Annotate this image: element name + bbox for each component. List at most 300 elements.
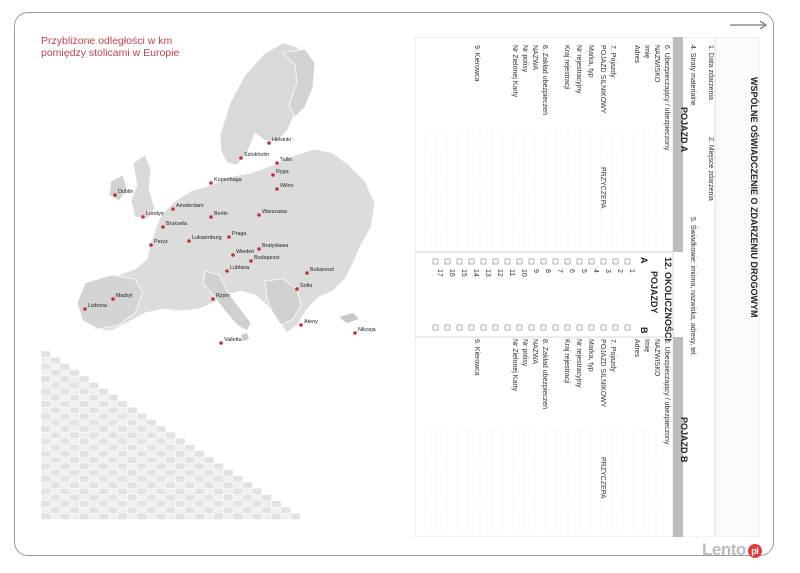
field-insured-b: 6. Ubezpieczający / ubezpieczony bbox=[663, 339, 670, 445]
matrix-cell bbox=[89, 488, 99, 494]
city-dot bbox=[161, 225, 165, 229]
matrix-cell bbox=[60, 376, 70, 382]
matrix-cell bbox=[41, 407, 51, 413]
matrix-cell bbox=[89, 501, 99, 507]
matrix-cell bbox=[147, 463, 157, 469]
matrix-cell bbox=[79, 432, 89, 438]
matrix-cell bbox=[175, 495, 185, 501]
matrix-cell bbox=[79, 376, 89, 382]
matrix-cell bbox=[41, 351, 51, 357]
field-make-b: Marka, typ bbox=[587, 339, 594, 372]
matrix-cell bbox=[70, 451, 80, 457]
matrix-cell bbox=[195, 457, 205, 463]
matrix-cell bbox=[127, 407, 137, 413]
matrix-cell bbox=[108, 451, 118, 457]
circumstance-checkbox[interactable] bbox=[469, 325, 474, 330]
circumstance-number: 2 bbox=[616, 269, 623, 273]
field-name-b: NAZWISKO bbox=[653, 339, 660, 377]
circumstance-checkbox[interactable] bbox=[577, 259, 582, 264]
matrix-cell bbox=[60, 413, 70, 419]
city-label: Ateny bbox=[304, 319, 318, 325]
matrix-cell bbox=[70, 376, 80, 382]
matrix-cell bbox=[137, 432, 147, 438]
matrix-cell bbox=[60, 501, 70, 507]
matrix-cell bbox=[118, 426, 128, 432]
matrix-cell bbox=[204, 476, 214, 482]
matrix-cell bbox=[127, 463, 137, 469]
matrix-cell bbox=[214, 507, 224, 513]
circumstance-checkbox[interactable] bbox=[625, 259, 630, 264]
matrix-cell bbox=[137, 457, 147, 463]
watermark-badge: pl bbox=[748, 544, 762, 558]
field-driver-a: 9. Kierowca bbox=[473, 45, 480, 82]
matrix-cell bbox=[156, 482, 166, 488]
matrix-cell bbox=[89, 438, 99, 444]
matrix-cell bbox=[108, 413, 118, 419]
matrix-cell bbox=[118, 413, 128, 419]
matrix-cell bbox=[89, 395, 99, 401]
accident-form bbox=[415, 37, 760, 537]
matrix-cell bbox=[89, 420, 99, 426]
field-greencard-a: Nr Zielonej Karty bbox=[511, 45, 518, 98]
circumstance-number: 1 bbox=[628, 269, 635, 273]
field-country-b: Kraj rejestracji bbox=[563, 339, 570, 384]
circumstance-number: 3 bbox=[604, 269, 611, 273]
matrix-cell bbox=[99, 420, 109, 426]
matrix-cell bbox=[70, 395, 80, 401]
city-label: Dublin bbox=[118, 189, 134, 195]
matrix-cell bbox=[60, 401, 70, 407]
circumstance-checkbox[interactable] bbox=[457, 325, 462, 330]
circumstance-checkbox[interactable] bbox=[601, 325, 606, 330]
matrix-cell bbox=[118, 513, 128, 519]
field-witnesses: 5. Świadkowie: imiona, nazwiska, adresy, tel. bbox=[689, 217, 696, 357]
matrix-cell bbox=[185, 501, 195, 507]
matrix-cell bbox=[243, 501, 253, 507]
circumstance-number: 17 bbox=[436, 269, 443, 277]
matrix-cell bbox=[99, 495, 109, 501]
matrix-cell bbox=[41, 470, 51, 476]
circumstance-number: 9 bbox=[532, 269, 539, 273]
matrix-cell bbox=[89, 476, 99, 482]
circumstance-checkbox[interactable] bbox=[517, 259, 522, 264]
matrix-cell bbox=[108, 470, 118, 476]
matrix-cell bbox=[70, 382, 80, 388]
city-label: Madryt bbox=[116, 293, 133, 299]
matrix-cell bbox=[127, 470, 137, 476]
matrix-cell bbox=[166, 457, 176, 463]
matrix-cell bbox=[41, 395, 51, 401]
circumstance-checkbox[interactable] bbox=[565, 259, 570, 264]
field-firstname-b: Imię bbox=[643, 339, 650, 353]
field-insurer-b: 8. Zakład ubezpieczeń bbox=[541, 339, 548, 410]
matrix-cell bbox=[108, 457, 118, 463]
matrix-cell bbox=[89, 507, 99, 513]
city-dot bbox=[209, 181, 213, 185]
arrow-right-icon bbox=[730, 18, 770, 32]
matrix-cell bbox=[41, 413, 51, 419]
matrix-cell bbox=[262, 513, 272, 519]
matrix-cell bbox=[166, 476, 176, 482]
matrix-cell bbox=[175, 488, 185, 494]
matrix-cell bbox=[60, 476, 70, 482]
circumstance-number: 12 bbox=[496, 269, 503, 277]
matrix-cell bbox=[243, 513, 253, 519]
circumstance-checkbox[interactable] bbox=[493, 325, 498, 330]
matrix-cell bbox=[41, 495, 51, 501]
matrix-cell bbox=[41, 382, 51, 388]
matrix-cell bbox=[156, 457, 166, 463]
circumstance-checkbox[interactable] bbox=[577, 325, 582, 330]
matrix-cell bbox=[99, 488, 109, 494]
matrix-cell bbox=[204, 488, 214, 494]
matrix-cell bbox=[137, 426, 147, 432]
matrix-cell bbox=[262, 495, 272, 501]
matrix-cell bbox=[89, 432, 99, 438]
matrix-cell bbox=[89, 482, 99, 488]
circumstance-number: 4 bbox=[592, 269, 599, 273]
matrix-cell bbox=[127, 507, 137, 513]
matrix-cell bbox=[70, 445, 80, 451]
matrix-cell bbox=[41, 445, 51, 451]
city-dot bbox=[227, 235, 231, 239]
matrix-cell bbox=[175, 463, 185, 469]
matrix-cell bbox=[147, 451, 157, 457]
map-title-line1: Przybliżone odległości w km bbox=[41, 35, 173, 47]
matrix-cell bbox=[89, 388, 99, 394]
matrix-cell bbox=[89, 513, 99, 519]
field-insured-a: 6. Ubezpieczający / ubezpieczony bbox=[663, 45, 670, 151]
matrix-cell bbox=[137, 470, 147, 476]
matrix-cell bbox=[156, 513, 166, 519]
matrix-cell bbox=[291, 513, 301, 519]
matrix-cell bbox=[156, 451, 166, 457]
matrix-cell bbox=[51, 438, 61, 444]
circumstance-checkbox[interactable] bbox=[625, 325, 630, 330]
matrix-cell bbox=[137, 445, 147, 451]
letter-b: B bbox=[639, 327, 649, 334]
matrix-cell bbox=[195, 507, 205, 513]
matrix-cell bbox=[118, 432, 128, 438]
matrix-cell bbox=[156, 495, 166, 501]
matrix-cell bbox=[51, 470, 61, 476]
circumstance-checkbox[interactable] bbox=[529, 325, 534, 330]
matrix-cell bbox=[60, 407, 70, 413]
matrix-cell bbox=[185, 513, 195, 519]
matrix-cell bbox=[89, 457, 99, 463]
matrix-cell bbox=[214, 501, 224, 507]
matrix-cell bbox=[79, 445, 89, 451]
matrix-cell bbox=[156, 501, 166, 507]
matrix-cell bbox=[252, 501, 262, 507]
field-country-a: Kraj rejestracji bbox=[563, 45, 570, 90]
field-reg-a: Nr rejestracyjny bbox=[575, 45, 582, 94]
matrix-cell bbox=[51, 420, 61, 426]
matrix-cell bbox=[147, 488, 157, 494]
matrix-cell bbox=[127, 426, 137, 432]
matrix-cell bbox=[70, 420, 80, 426]
europe-map bbox=[15, 13, 415, 555]
matrix-cell bbox=[185, 457, 195, 463]
matrix-cell bbox=[89, 451, 99, 457]
circumstance-checkbox[interactable] bbox=[529, 259, 534, 264]
circumstance-checkbox[interactable] bbox=[445, 259, 450, 264]
matrix-cell bbox=[70, 457, 80, 463]
matrix-cell bbox=[108, 445, 118, 451]
ireland-shape bbox=[109, 175, 127, 201]
city-dot bbox=[171, 207, 175, 211]
matrix-cell bbox=[41, 451, 51, 457]
circumstance-checkbox[interactable] bbox=[433, 259, 438, 264]
matrix-cell bbox=[51, 488, 61, 494]
matrix-cell bbox=[195, 463, 205, 469]
matrix-cell bbox=[166, 438, 176, 444]
matrix-cell bbox=[51, 376, 61, 382]
city-label: Luksemburg bbox=[192, 235, 222, 241]
matrix-cell bbox=[127, 438, 137, 444]
field-date: 1. Data zdarzenia bbox=[707, 45, 714, 100]
circumstance-checkbox[interactable] bbox=[601, 259, 606, 264]
matrix-cell bbox=[60, 395, 70, 401]
vehicle-a-label: POJAZD A bbox=[679, 107, 689, 153]
circumstance-number: 11 bbox=[508, 269, 515, 277]
matrix-cell bbox=[60, 388, 70, 394]
circumstances-title: 12. OKOLICZNOŚCI bbox=[663, 257, 673, 342]
matrix-cell bbox=[127, 488, 137, 494]
circumstance-checkbox[interactable] bbox=[517, 325, 522, 330]
circumstance-checkbox[interactable] bbox=[541, 259, 546, 264]
matrix-cell bbox=[89, 495, 99, 501]
matrix-cell bbox=[51, 463, 61, 469]
matrix-cell bbox=[166, 488, 176, 494]
matrix-cell bbox=[223, 470, 233, 476]
matrix-cell bbox=[166, 463, 176, 469]
matrix-cell bbox=[41, 501, 51, 507]
matrix-cell bbox=[271, 513, 281, 519]
city-dot bbox=[141, 215, 145, 219]
matrix-cell bbox=[118, 420, 128, 426]
matrix-cell bbox=[204, 482, 214, 488]
matrix-cell bbox=[60, 507, 70, 513]
field-damage: 4. Straty materialne bbox=[689, 45, 696, 106]
matrix-cell bbox=[166, 432, 176, 438]
matrix-cell bbox=[118, 507, 128, 513]
matrix-cell bbox=[79, 451, 89, 457]
matrix-cell bbox=[118, 488, 128, 494]
matrix-cell bbox=[41, 488, 51, 494]
matrix-cell bbox=[137, 501, 147, 507]
matrix-cell bbox=[41, 370, 51, 376]
matrix-cell bbox=[79, 482, 89, 488]
matrix-cell bbox=[108, 507, 118, 513]
matrix-cell bbox=[204, 513, 214, 519]
matrix-cell bbox=[118, 470, 128, 476]
field-address-a: Adres bbox=[633, 45, 640, 64]
matrix-cell bbox=[195, 470, 205, 476]
city-label: Bukareszt bbox=[310, 267, 334, 273]
matrix-cell bbox=[70, 513, 80, 519]
matrix-cell bbox=[108, 401, 118, 407]
matrix-cell bbox=[204, 501, 214, 507]
matrix-cell bbox=[262, 501, 272, 507]
matrix-cell bbox=[60, 495, 70, 501]
matrix-cell bbox=[127, 513, 137, 519]
matrix-cell bbox=[233, 488, 243, 494]
matrix-cell bbox=[108, 407, 118, 413]
matrix-cell bbox=[185, 495, 195, 501]
circumstance-number: 7 bbox=[556, 269, 563, 273]
city-label: Warszawa bbox=[262, 209, 287, 215]
matrix-cell bbox=[79, 501, 89, 507]
matrix-cell bbox=[166, 513, 176, 519]
matrix-cell bbox=[147, 438, 157, 444]
matrix-cell bbox=[127, 445, 137, 451]
matrix-cell bbox=[156, 488, 166, 494]
matrix-cell bbox=[99, 463, 109, 469]
matrix-cell bbox=[51, 432, 61, 438]
matrix-cell bbox=[60, 438, 70, 444]
city-dot bbox=[211, 297, 215, 301]
field-vehicles-b: 7. Pojazdy bbox=[609, 339, 616, 372]
matrix-cell bbox=[70, 426, 80, 432]
matrix-cell bbox=[51, 476, 61, 482]
matrix-cell bbox=[147, 457, 157, 463]
city-label: Nikozja bbox=[358, 327, 376, 333]
matrix-cell bbox=[127, 451, 137, 457]
matrix-cell bbox=[99, 476, 109, 482]
circumstance-checkbox[interactable] bbox=[553, 325, 558, 330]
matrix-cell bbox=[156, 463, 166, 469]
document-sheet bbox=[14, 12, 774, 556]
matrix-cell bbox=[51, 382, 61, 388]
circumstance-checkbox[interactable] bbox=[493, 259, 498, 264]
circumstance-checkbox[interactable] bbox=[481, 325, 486, 330]
matrix-cell bbox=[185, 488, 195, 494]
field-insurer-a: 8. Zakład ubezpieczeń bbox=[541, 45, 548, 116]
matrix-cell bbox=[60, 370, 70, 376]
matrix-cell bbox=[108, 463, 118, 469]
circumstance-checkbox[interactable] bbox=[565, 325, 570, 330]
matrix-cell bbox=[204, 470, 214, 476]
matrix-cell bbox=[79, 513, 89, 519]
matrix-cell bbox=[223, 488, 233, 494]
matrix-cell bbox=[60, 457, 70, 463]
city-dot bbox=[305, 271, 309, 275]
matrix-cell bbox=[137, 495, 147, 501]
field-place: 2. Miejsce zdarzenia bbox=[707, 137, 714, 201]
matrix-cell bbox=[233, 501, 243, 507]
matrix-cell bbox=[175, 451, 185, 457]
circumstance-checkbox[interactable] bbox=[445, 325, 450, 330]
cyprus-shape bbox=[339, 313, 359, 323]
matrix-cell bbox=[214, 513, 224, 519]
matrix-cell bbox=[79, 426, 89, 432]
matrix-cell bbox=[51, 388, 61, 394]
matrix-cell bbox=[147, 445, 157, 451]
matrix-cell bbox=[223, 513, 233, 519]
matrix-cell bbox=[70, 501, 80, 507]
matrix-cell bbox=[156, 426, 166, 432]
field-insurer-name-a: NAZWA bbox=[531, 45, 538, 71]
matrix-cell bbox=[137, 513, 147, 519]
matrix-cell bbox=[243, 482, 253, 488]
matrix-cell bbox=[147, 495, 157, 501]
matrix-cell bbox=[99, 451, 109, 457]
letter-a: A bbox=[639, 257, 649, 264]
city-label: Tallin bbox=[280, 157, 293, 163]
matrix-cell bbox=[79, 476, 89, 482]
matrix-cell bbox=[175, 513, 185, 519]
circumstance-checkbox[interactable] bbox=[433, 325, 438, 330]
circumstance-checkbox[interactable] bbox=[589, 325, 594, 330]
matrix-cell bbox=[233, 495, 243, 501]
matrix-cell bbox=[70, 407, 80, 413]
matrix-cell bbox=[89, 470, 99, 476]
matrix-cell bbox=[195, 495, 205, 501]
field-motor-b: POJAZD SILNIKOWY bbox=[599, 339, 606, 408]
form-title: WSPÓLNE OŚWIADCZENIE O ZDARZENIU DROGOWYM bbox=[749, 77, 759, 318]
circumstance-checkbox[interactable] bbox=[553, 259, 558, 264]
circumstance-number: 5 bbox=[580, 269, 587, 273]
matrix-cell bbox=[60, 426, 70, 432]
circumstance-checkbox[interactable] bbox=[589, 259, 594, 264]
circumstance-checkbox[interactable] bbox=[613, 325, 618, 330]
circumstance-checkbox[interactable] bbox=[469, 259, 474, 264]
matrix-cell bbox=[89, 463, 99, 469]
matrix-cell bbox=[108, 476, 118, 482]
matrix-cell bbox=[108, 420, 118, 426]
city-dot bbox=[187, 239, 191, 243]
city-label: Ryga bbox=[276, 169, 289, 175]
city-dot bbox=[209, 215, 213, 219]
city-label: Wilno bbox=[280, 183, 294, 189]
matrix-cell bbox=[79, 495, 89, 501]
circumstance-checkbox[interactable] bbox=[541, 325, 546, 330]
circumstance-checkbox[interactable] bbox=[505, 325, 510, 330]
matrix-cell bbox=[60, 363, 70, 369]
matrix-cell bbox=[137, 438, 147, 444]
matrix-cell bbox=[79, 401, 89, 407]
city-label: Londyn bbox=[146, 211, 164, 217]
circumstance-checkbox[interactable] bbox=[505, 259, 510, 264]
city-dot bbox=[83, 307, 87, 311]
matrix-cell bbox=[89, 445, 99, 451]
matrix-cell bbox=[99, 470, 109, 476]
circumstance-checkbox[interactable] bbox=[457, 259, 462, 264]
matrix-cell bbox=[60, 445, 70, 451]
matrix-cell bbox=[195, 482, 205, 488]
matrix-cell bbox=[118, 401, 128, 407]
circumstance-checkbox[interactable] bbox=[481, 259, 486, 264]
circumstance-checkbox[interactable] bbox=[613, 259, 618, 264]
matrix-cell bbox=[281, 513, 291, 519]
matrix-cell bbox=[99, 407, 109, 413]
matrix-cell bbox=[89, 401, 99, 407]
pojazdy-label: POJAZDY bbox=[649, 271, 659, 314]
matrix-cell bbox=[51, 357, 61, 363]
matrix-cell bbox=[51, 413, 61, 419]
matrix-cell bbox=[137, 413, 147, 419]
matrix-cell bbox=[118, 501, 128, 507]
matrix-cell bbox=[70, 482, 80, 488]
matrix-cell bbox=[79, 407, 89, 413]
matrix-cell bbox=[204, 463, 214, 469]
matrix-cell bbox=[223, 507, 233, 513]
matrix-cell bbox=[137, 420, 147, 426]
matrix-cell bbox=[166, 470, 176, 476]
circumstance-number: 10 bbox=[520, 269, 527, 277]
matrix-cell bbox=[99, 413, 109, 419]
